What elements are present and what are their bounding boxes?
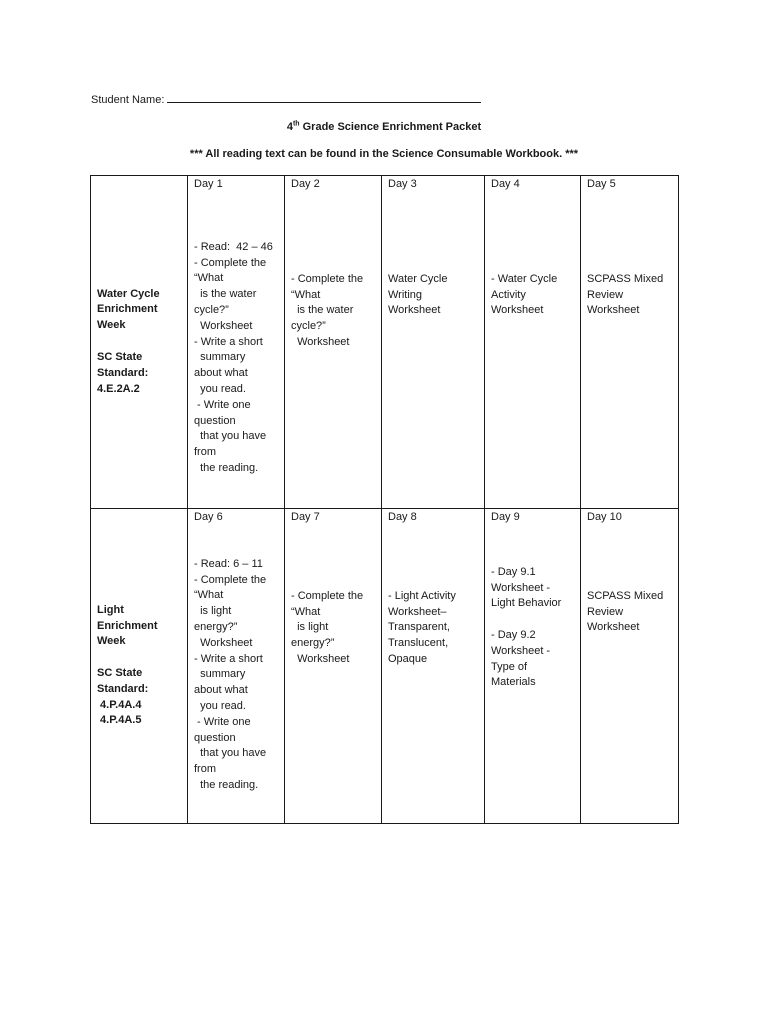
day-7-tasks: - Complete the “What is light energy?” Worksheet: [291, 589, 364, 665]
enrichment-schedule-table: [90, 175, 679, 824]
week-2-standard: SC State Standard: 4.P.4A.4 4.P.4A.5: [97, 667, 149, 727]
day-cell-8: [382, 509, 485, 824]
day-cell-2: [285, 176, 382, 509]
day-2-label: Day 2: [291, 178, 320, 190]
day-6-label: Day 6: [194, 511, 223, 523]
title-text: Grade Science Enrichment Packet: [299, 121, 482, 133]
week-2-heading-cell: [91, 509, 188, 824]
day-2-tasks: - Complete the “What is the water cycle?” Worksheet: [291, 272, 364, 348]
student-name-label: Student Name:: [91, 94, 165, 106]
week-1-standard: SC State Standard: 4.E.2A.2: [97, 351, 149, 395]
day-7-label: Day 7: [291, 511, 320, 523]
day-1-label: Day 1: [194, 178, 223, 190]
title-grade-number: 4: [286, 121, 293, 133]
day-4-label: Day 4: [491, 178, 520, 190]
day-8-label: Day 8: [388, 511, 417, 523]
day-5-label: Day 5: [587, 178, 616, 190]
week-1-heading-cell: [91, 176, 188, 509]
reading-note: *** All reading text can be found in the Science Consumable Workbook. ***: [189, 148, 579, 160]
day-4-tasks: - Water Cycle Activity Worksheet: [491, 272, 558, 317]
day-cell-1: [188, 176, 285, 509]
day-3-label: Day 3: [388, 178, 417, 190]
table-row-week-2: [91, 509, 679, 824]
day-cell-7: [285, 509, 382, 824]
day-9-label: Day 9: [491, 511, 520, 523]
day-cell-6: [188, 509, 285, 824]
day-5-tasks: SCPASS Mixed Review Worksheet: [587, 272, 664, 317]
day-cell-5: [581, 176, 679, 509]
table-row-week-1: [91, 176, 679, 509]
week-1-name: Water Cycle Enrichment Week: [97, 287, 160, 332]
day-cell-9: [485, 509, 581, 824]
day-10-label: Day 10: [587, 511, 622, 523]
day-3-tasks: Water Cycle Writing Worksheet: [388, 272, 448, 317]
day-cell-4: [485, 176, 581, 509]
week-2-name: Light Enrichment Week: [97, 603, 158, 648]
day-6-tasks: - Read: 6 – 11 - Complete the “What is light energy?” Worksheet - Write a short summary about what you read. - Write one question that you have from the reading.: [194, 557, 267, 791]
title-grade-suffix: th: [292, 120, 300, 128]
day-cell-10: [581, 509, 679, 824]
day-1-tasks: - Read: 42 – 46 - Complete the “What is the water cycle?” Worksheet - Write a short summary about what you read. - Write one question that you have from the reading.: [194, 240, 273, 474]
day-10-tasks: SCPASS Mixed Review Worksheet: [587, 589, 664, 634]
day-9-tasks: - Day 9.1 Worksheet - Light Behavior - Day 9.2 Worksheet - Type of Materials: [491, 565, 562, 689]
day-cell-3: [382, 176, 485, 509]
day-8-tasks: - Light Activity Worksheet– Transparent, Translucent, Opaque: [388, 589, 456, 665]
student-name-field: [91, 93, 481, 106]
page-title: [0, 121, 768, 133]
student-name-blank-line: [167, 93, 481, 103]
